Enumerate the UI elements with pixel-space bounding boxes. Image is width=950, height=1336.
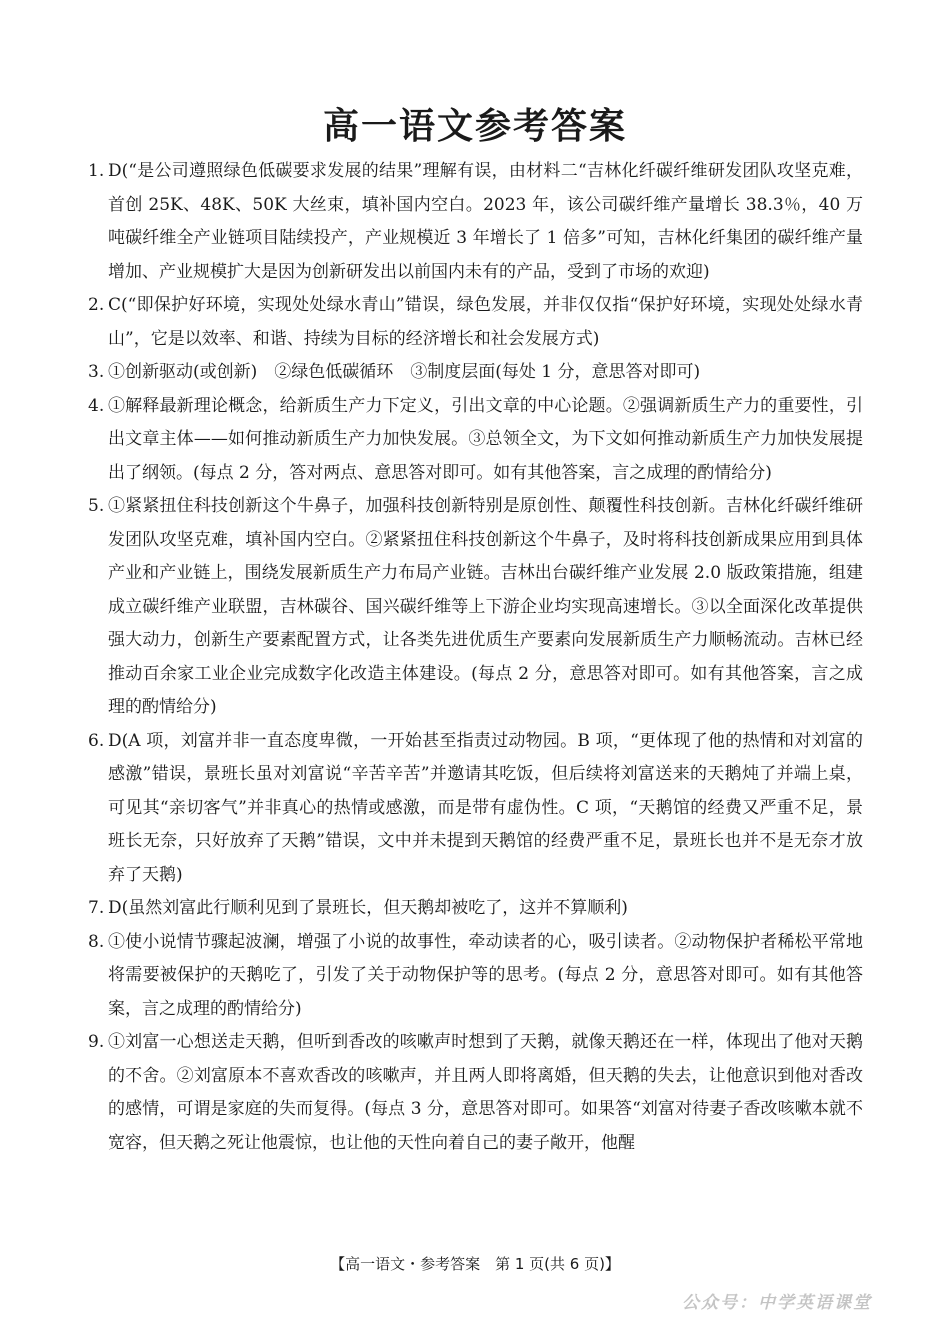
answer-text: ①解释最新理论概念，给新质生产力下定义，引出文章的中心论题。②强调新质生产力的重要性，引出文章主体——如何推动新质生产力加快发展。③总领全文，为下文如何推动新质生产力加快发展提出了纲领。(每点 2 分，答对两点、意思答对即可。如有其他答案，言之成理的酌情给分) [108, 395, 863, 483]
answer-number: 8. [88, 931, 105, 952]
answer-number: 9. [88, 1032, 105, 1052]
answer-item [88, 490, 863, 725]
answer-text: ①使小说情节骤起波澜，增强了小说的故事性，牵动读者的心，吸引读者。②动物保护者稀松平常地将需要被保护的天鹅吃了，引发了关于动物保护等的思考。(每点 2 分，意思答对即可。如有其他答案，言之成理的酌情给分) [108, 931, 863, 1019]
page-title: 高一语文参考答案 [322, 106, 627, 147]
answer-item [88, 926, 863, 1027]
answer-number: 6. [88, 730, 105, 751]
answer-text: D(A 项，刘富并非一直态度卑微，一开始甚至指责过动物园。B 项，“更体现了他的热情和对刘富的感激”错误，景班长虽对刘富说“辛苦辛苦”并邀请其吃饭，但后续将刘富送来的天鹅炖了并端上桌，可见其“亲切客气”并非真心的热情或感激，而是带有虚伪性。C 项，“天鹅馆的经费又严重不足，景班长无奈，只好放弃了天鹅”错误，文中并未提到天鹅馆的经费严重不足，景班长也并不是无奈才放弃了天鹅) [108, 730, 863, 885]
answer-text: ①刘富一心想送走天鹅，但听到香改的咳嗽声时想到了天鹅，就像天鹅还在一样，体现出了他对天鹅的不舍。②刘富原本不喜欢香改的咳嗽声，并且两人即将离婚，但天鹅的失去，让他意识到他对香改的感情，可谓是家庭的失而复得。(每点 3 分，意思答对即可。如果答“刘富对待妻子香改咳嗽本就不宽容，但天鹅之死让他震惊，也让他的天性向着自己的妻子敞开，他醒 [108, 1032, 863, 1153]
answer-number: 1. [88, 161, 105, 181]
answer-item [88, 725, 863, 893]
answer-text: ①紧紧扭住科技创新这个牛鼻子，加强科技创新特别是原创性、颠覆性科技创新。吉林化纤碳纤维研发团队攻坚克难，填补国内空白。②紧紧扭住科技创新这个牛鼻子，及时将科技创新成果应用到具体产业和产业链上，围绕发展新质生产力布局产业链。吉林出台碳纤维产业发展 2.0 版政策措施，组建成立碳纤维产业联盟，吉林碳谷、国兴碳纤维等上下游企业均实现高速增长。③以全面深化改革提供强大动力，创新生产要素配置方式，让各类先进优质生产要素向发展新质生产力顺畅流动。吉林已经推动百余家工业企业完成数字化改造主体建设。(每点 2 分，意思答对即可。如有其他答案，言之成理的酌情给分) [108, 496, 863, 717]
answer-item [88, 390, 863, 491]
answer-list [88, 155, 863, 1160]
answer-number: 4. [88, 395, 105, 416]
answer-text: C(“即保护好环境，实现处处绿水青山”错误，绿色发展，并非仅仅指“保护好环境，实现处处绿水青山”，它是以效率、和谐、持续为目标的经济增长和社会发展方式) [108, 295, 863, 349]
answer-text: ①创新驱动(或创新) ②绿色低碳循环 ③制度层面(每处 1 分，意思答对即可) [108, 362, 701, 382]
answer-item [88, 289, 863, 356]
answer-number: 3. [88, 362, 105, 382]
answer-number: 2. [88, 295, 105, 315]
page-footer: 【高一语文・参考答案 第 1 页(共 6 页)】 [330, 1255, 620, 1273]
answer-item [88, 892, 863, 926]
answer-number: 7. [88, 898, 105, 918]
answer-text: D(虽然刘富此行顺利见到了景班长，但天鹅却被吃了，这并不算顺利) [108, 898, 628, 918]
watermark: 公众号：中学英语课堂 [682, 1293, 872, 1313]
answer-item [88, 155, 863, 289]
answer-text: D(“是公司遵照绿色低碳要求发展的结果”理解有误，由材料二“吉林化纤碳纤维研发团队攻坚克难，首创 25K、48K、50K 大丝束，填补国内空白。2023 年，该公司碳纤维产量增长 38.3％，40 万吨碳纤维全产业链项目陆续投产，产业规模近 3 年增长了 1 倍多”可知，吉林化纤集团的碳纤维产量增加、产业规模扩大是因为创新研发出以前国内未有的产品，受到了市场的欢迎) [108, 161, 863, 282]
answer-item [88, 1026, 863, 1160]
answer-number: 5. [88, 496, 105, 516]
answer-item [88, 356, 863, 390]
